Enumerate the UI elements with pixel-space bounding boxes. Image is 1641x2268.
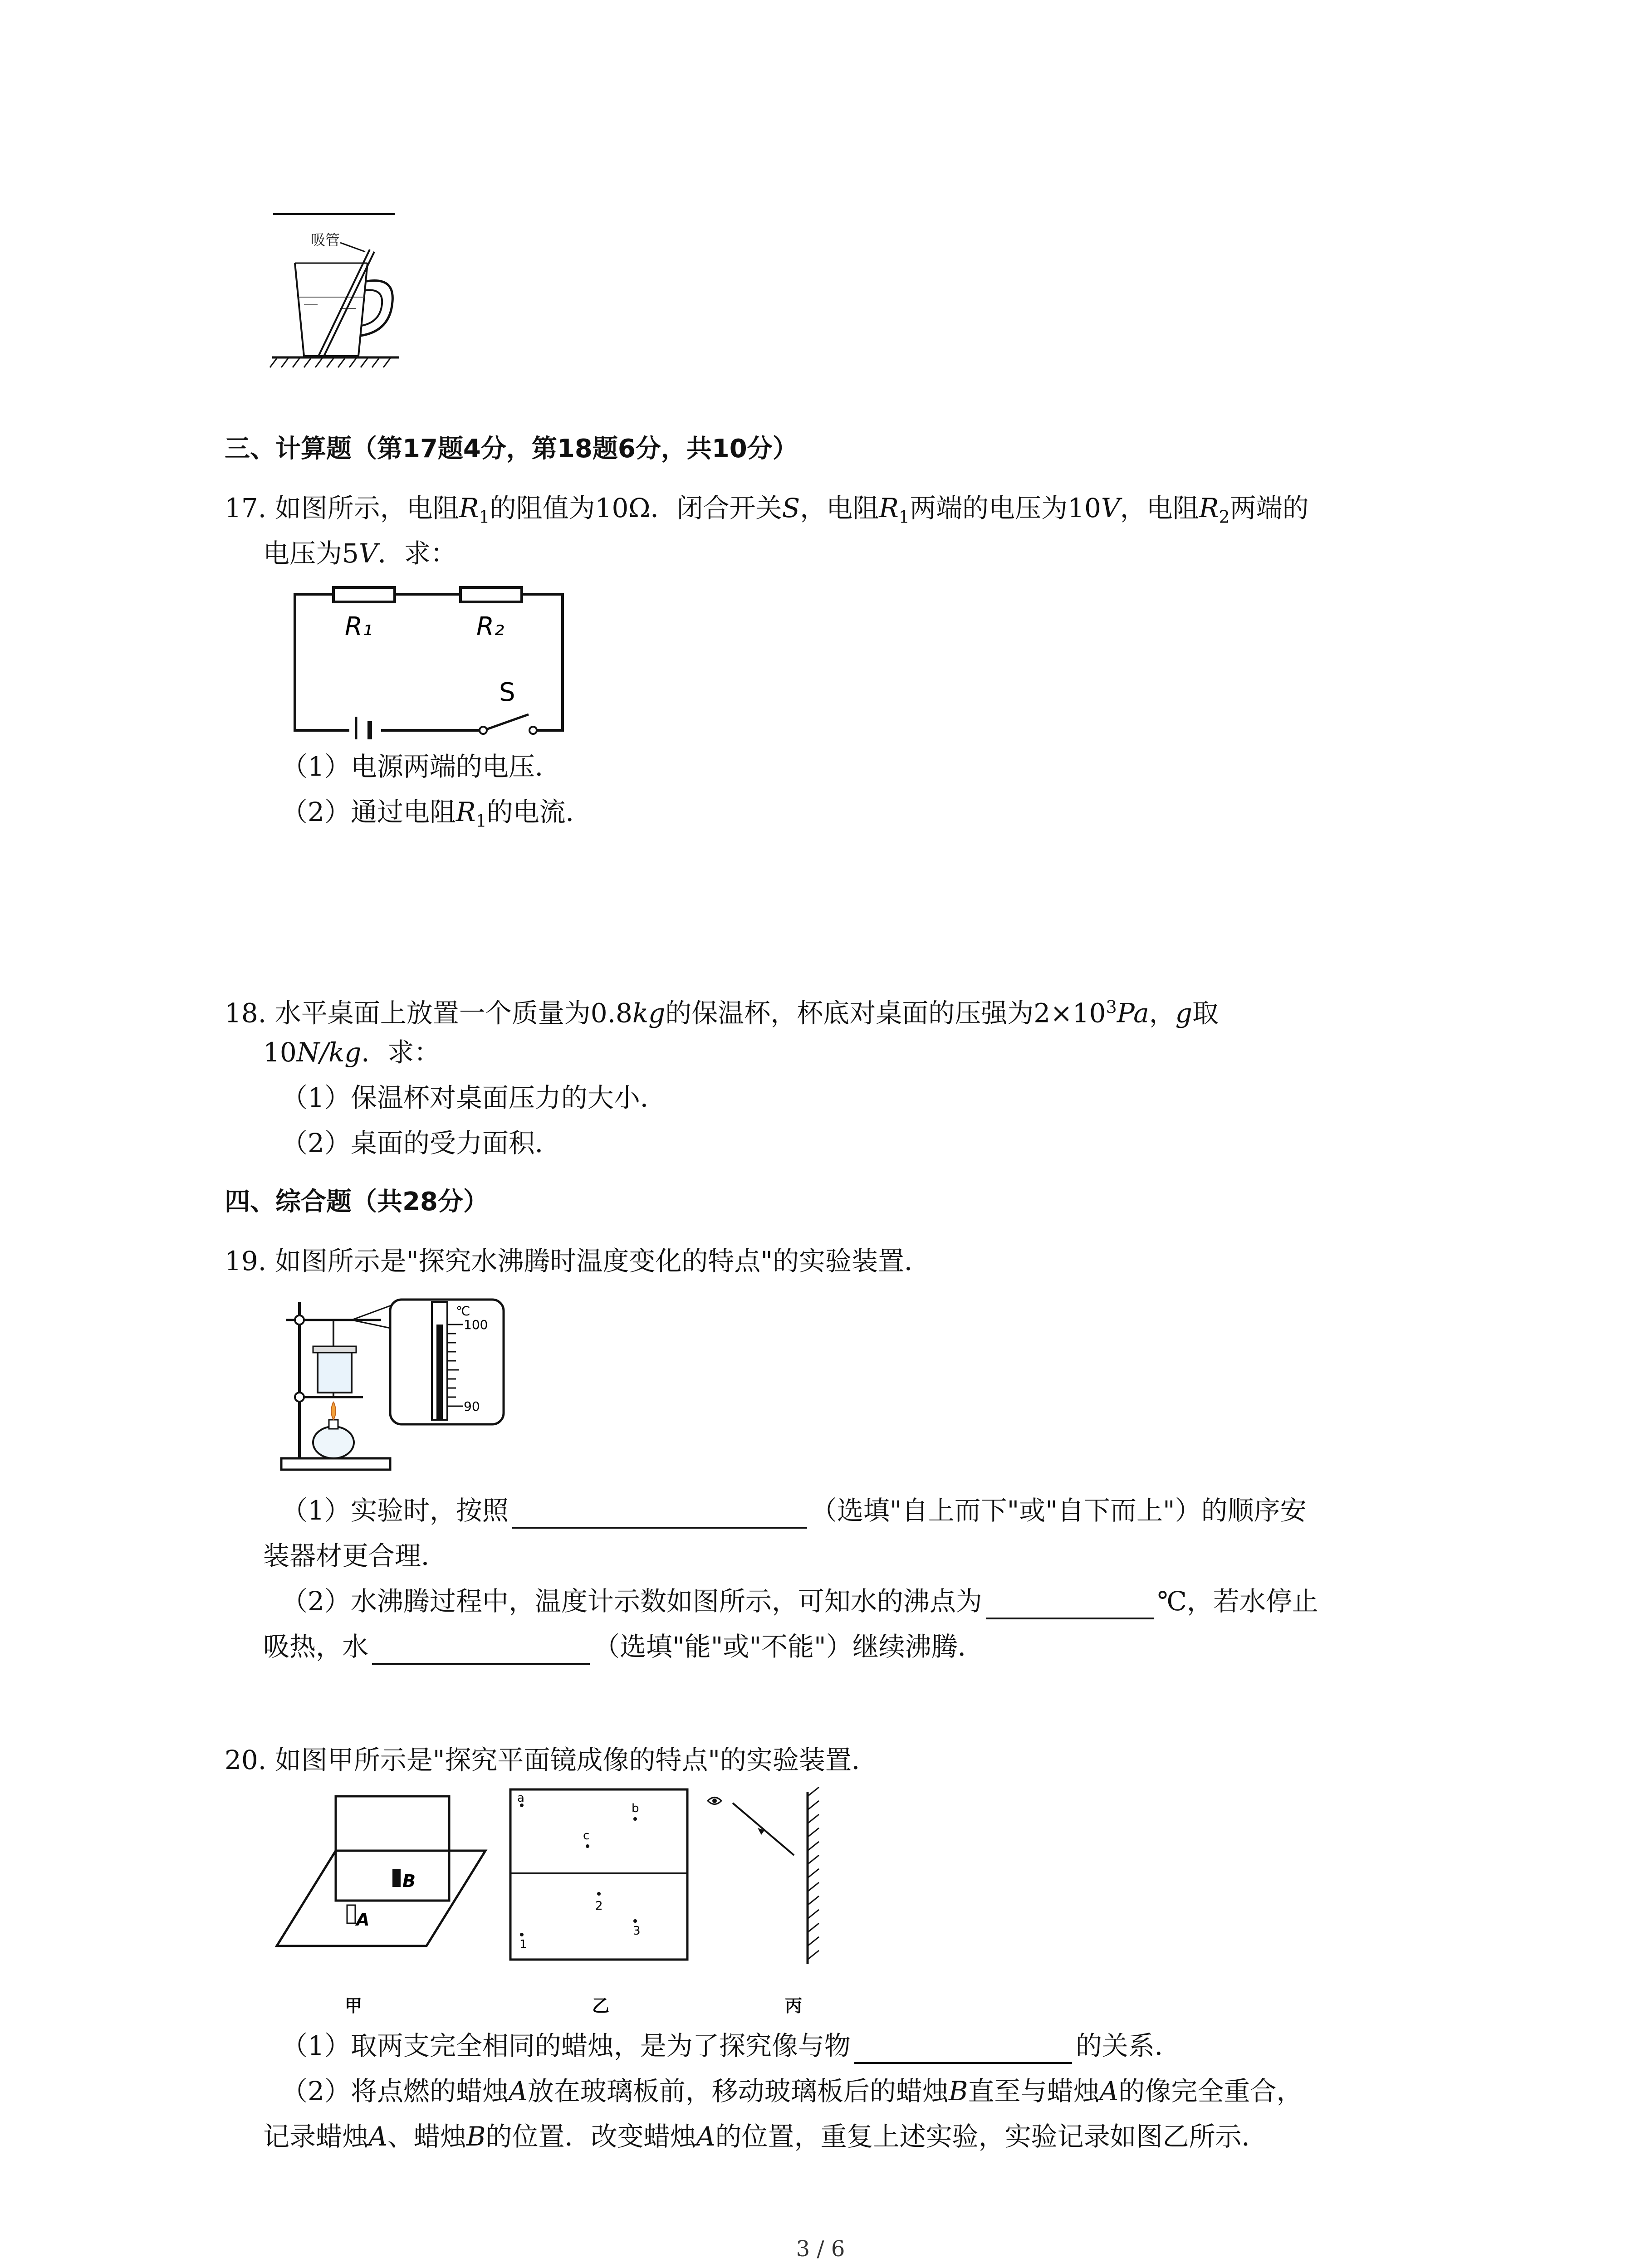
q19-blank-2[interactable] [986, 1592, 1154, 1619]
straw-cup-figure [268, 200, 404, 372]
thermo-90-tick: 90 [464, 1399, 480, 1414]
resistor-r2 [460, 587, 522, 602]
q18-sub1: （1）保温杯对桌面压力的大小． [281, 1082, 666, 1113]
q17-line1: 17. 如图所示，电阻$R_1$的阻值为10Ω．闭合开关S，电阻$R_1$两端的电压为10V，电阻$R_2$两端的 [225, 493, 1309, 527]
q19-sub1-cont: 装器材更合理． [263, 1540, 448, 1571]
q17-sub2: （2）通过电阻$R_1$的电流． [281, 797, 592, 831]
switch-label: S [499, 678, 515, 707]
svg-text:B: B [402, 1871, 416, 1891]
svg-text:3: 3 [633, 1924, 641, 1938]
figure-bing [708, 1787, 819, 2016]
q19-sub2-cont: 吸热，水 （选填"能"或"不能"）继续沸腾． [263, 1628, 984, 1665]
q19-boiling-apparatus [272, 1293, 508, 1474]
q17-number: 17. [225, 493, 267, 523]
q20-blank-1[interactable] [854, 2037, 1072, 2064]
svg-text:c: c [583, 1829, 590, 1843]
label-jia: 甲 [345, 1996, 362, 2016]
q18-line2: 10N/kg．求： [263, 1037, 441, 1068]
q19-line1: 19. 如图所示是"探究水沸腾时温度变化的特点"的实验装置． [225, 1246, 931, 1276]
q18-sub2: （2）桌面的受力面积． [281, 1128, 561, 1158]
q19-number: 19. [225, 1246, 267, 1276]
page-number: 3 / 6 [796, 2236, 845, 2262]
q19-blank-1[interactable] [512, 1501, 807, 1529]
q17-sub1: （1）电源两端的电压． [281, 751, 561, 782]
figure-jia [277, 1796, 485, 2016]
section-4-heading: 四、综合题（共28分） [225, 1187, 489, 1217]
label-yi: 乙 [592, 1996, 610, 2016]
svg-text:1: 1 [519, 1938, 527, 1951]
figure-yi [510, 1789, 687, 2016]
r2-label: R₂ [476, 612, 505, 641]
q20-sub1: （1）取两支完全相同的蜡烛，是为了探究像与物 的关系． [281, 2028, 1181, 2064]
r1-label: R₁ [345, 612, 373, 641]
q20-number: 20. [225, 1745, 267, 1775]
svg-text:b: b [632, 1802, 639, 1815]
q17-circuit-diagram [290, 585, 572, 739]
resistor-r1 [333, 587, 395, 602]
q19-sub2: （2）水沸腾过程中，温度计示数如图所示，可知水的沸点为 ℃，若水停止 [281, 1583, 1318, 1619]
svg-text:a: a [517, 1791, 524, 1805]
q20-line1: 20. 如图甲所示是"探究平面镜成像的特点"的实验装置． [225, 1745, 878, 1775]
q17-line2: 电压为5V．求： [263, 538, 457, 569]
svg-text:A: A [356, 1910, 370, 1930]
section-3-heading: 三、计算题（第17题4分，第18题6分，共10分） [225, 434, 798, 464]
q20-sub2: （2）将点燃的蜡烛A放在玻璃板前，移动玻璃板后的蜡烛B直至与蜡烛A的像完全重合， [281, 2076, 1303, 2107]
label-bing: 丙 [785, 1996, 803, 2016]
q20-mirror-figures [272, 1783, 871, 2019]
q19-blank-3[interactable] [372, 1637, 590, 1665]
q20-sub3: 记录蜡烛A、蜡烛B的位置．改变蜡烛A的位置，重复上述实验，实验记录如图乙所示． [263, 2121, 1268, 2152]
q19-sub1: （1）实验时，按照 （选填"自上而下"或"自下而上"）的顺序安 [281, 1492, 1307, 1529]
svg-text:2: 2 [595, 1899, 603, 1913]
straw-label: 吸管 [311, 231, 340, 249]
q18-line1: 18. 水平桌面上放置一个质量为0.8kg的保温杯，杯底对桌面的压强为$2\times 10^3Pa$，g取 [225, 997, 1219, 1029]
thermo-100-tick: 100 [464, 1317, 488, 1332]
thermo-unit: ℃ [456, 1304, 470, 1319]
q18-number: 18. [225, 997, 267, 1029]
